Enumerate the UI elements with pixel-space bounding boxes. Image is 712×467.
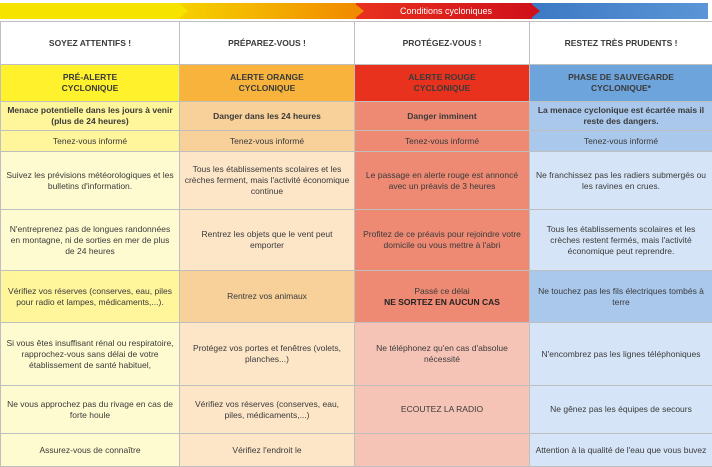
tenez-cell: Tenez-vous informé	[530, 131, 712, 152]
advice-cell: ECOUTEZ LA RADIO	[355, 386, 530, 434]
summary-cell: Danger dans les 24 heures	[180, 102, 355, 131]
advice-cell: Ne téléphonez qu'en cas d'absolue nécessité	[355, 323, 530, 386]
conditions-label: Conditions cycloniques	[356, 3, 536, 19]
table-row	[1, 271, 712, 323]
advice-cell: N'entreprenez pas de longues randonnées en montagne, ni de sorties en mer de plus de 24 heures	[1, 210, 180, 271]
advice-cell: Tous les établissements scolaires et les crèches ferment, mais l'activité économique continue	[180, 152, 355, 210]
table-row	[1, 323, 712, 386]
column-heading: PROTÉGEZ-VOUS !	[355, 22, 530, 65]
advice-cell: Vérifiez vos réserves (conserves, eau, piles, médicaments,...)	[180, 386, 355, 434]
summary-cell: Menace potentielle dans les jours à venir (plus de 24 heures)	[1, 102, 180, 131]
alert-level-line1: PHASE DE SAUVEGARDE	[568, 72, 674, 82]
advice-cell: Vérifiez vos réserves (conserves, eau, piles pour radio et lampes, médicaments,...).	[1, 271, 180, 323]
advice-cell	[355, 271, 530, 323]
advice-cell: Le passage en alerte rouge est annoncé avec un préavis de 3 heures	[355, 152, 530, 210]
alert-level-pre-alerte	[1, 65, 180, 102]
table-row	[1, 386, 712, 434]
table-row	[1, 210, 712, 271]
summary-cell: La menace cyclonique est écartée mais il reste des dangers.	[530, 102, 712, 131]
advice-cell: Ne touchez pas les fils électriques tombés à terre	[530, 271, 712, 323]
advice-cell: Si vous êtes insuffisant rénal ou respiratoire, rapprochez-vous sans délai de votre établissement de santé habituel,	[1, 323, 180, 386]
advice-cell: Rentrez vos animaux	[180, 271, 355, 323]
summary-row	[1, 102, 712, 131]
table-row	[1, 434, 712, 467]
advice-cell	[355, 434, 530, 467]
tenez-cell: Tenez-vous informé	[1, 131, 180, 152]
advice-text: Passé ce délai	[414, 286, 469, 296]
alert-progress-bar	[0, 0, 712, 20]
tenez-cell: Tenez-vous informé	[180, 131, 355, 152]
heading-row	[1, 22, 712, 65]
advice-cell: Attention à la qualité de l'eau que vous buvez	[530, 434, 712, 467]
alert-level-line2: CYCLONIQUE	[62, 83, 119, 93]
advice-cell: Suivez les prévisions météorologiques et les bulletins d'information.	[1, 152, 180, 210]
tenez-cell: Tenez-vous informé	[355, 131, 530, 152]
advice-cell: Rentrez les objets que le vent peut emporter	[180, 210, 355, 271]
alert-level-orange	[180, 65, 355, 102]
progress-segment-blue	[532, 3, 708, 19]
cyclone-alert-table	[0, 21, 712, 467]
alert-level-line2: CYCLONIQUE*	[591, 83, 651, 93]
column-heading: SOYEZ ATTENTIFS !	[1, 22, 180, 65]
alert-level-row	[1, 65, 712, 102]
advice-cell: Vérifiez l'endroit le	[180, 434, 355, 467]
advice-cell: Profitez de ce préavis pour rejoindre votre domicile ou vous mettre à l'abri	[355, 210, 530, 271]
tenez-row	[1, 131, 712, 152]
advice-cell: Tous les établissements scolaires et les crèches restent fermés, mais l'activité économique peut reprendre.	[530, 210, 712, 271]
progress-segment-yellow	[0, 3, 180, 19]
advice-cell: Assurez-vous de connaître	[1, 434, 180, 467]
alert-level-line2: CYCLONIQUE	[414, 83, 471, 93]
advice-cell: Ne franchissez pas les radiers submergés ou les ravines en crues.	[530, 152, 712, 210]
column-heading: PRÉPAREZ-VOUS !	[180, 22, 355, 65]
advice-cell: Ne vous approchez pas du rivage en cas de forte houle	[1, 386, 180, 434]
arrow-right-icon	[178, 3, 188, 19]
summary-cell: Danger imminent	[355, 102, 530, 131]
alert-level-line1: PRÉ-ALERTE	[63, 72, 117, 82]
warning-text: NE SORTEZ EN AUCUN CAS	[384, 297, 500, 307]
advice-cell: Ne gênez pas les équipes de secours	[530, 386, 712, 434]
progress-segment-orange	[178, 3, 358, 19]
alert-level-rouge	[355, 65, 530, 102]
alert-level-line2: CYCLONIQUE	[239, 83, 296, 93]
column-heading: RESTEZ TRÈS PRUDENTS !	[530, 22, 712, 65]
alert-level-sauvegarde	[530, 65, 712, 102]
alert-level-line1: ALERTE ORANGE	[230, 72, 304, 82]
advice-cell: N'encombrez pas les lignes téléphoniques	[530, 323, 712, 386]
alert-level-line1: ALERTE ROUGE	[408, 72, 476, 82]
table-row	[1, 152, 712, 210]
advice-cell: Protégez vos portes et fenêtres (volets, planches...)	[180, 323, 355, 386]
